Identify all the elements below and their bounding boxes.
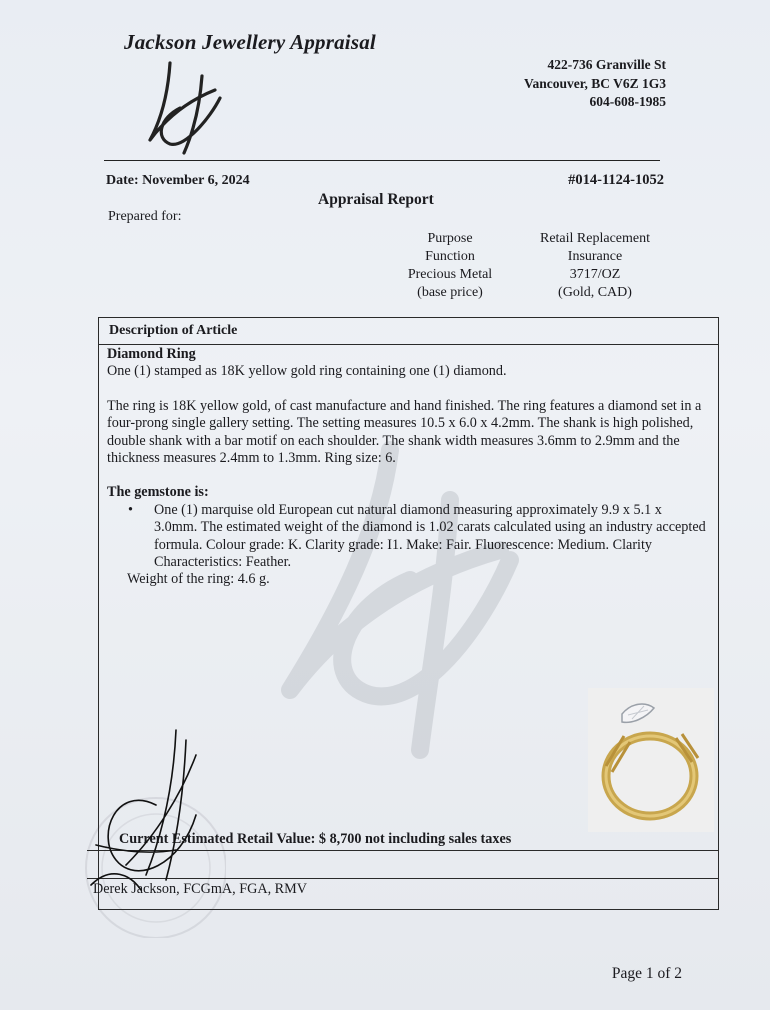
article-summary: One (1) stamped as 18K yellow gold ring containing one (1) diamond. bbox=[107, 363, 507, 380]
address-phone: 604-608-1985 bbox=[589, 94, 666, 109]
brand-name: Jackson Jewellery Appraisal bbox=[124, 30, 376, 54]
report-date: Date: November 6, 2024 bbox=[106, 173, 250, 188]
ring-photo bbox=[588, 688, 714, 832]
page-number: Page 1 of 2 bbox=[611, 965, 682, 982]
gemstone-item bbox=[107, 502, 707, 572]
details-values bbox=[528, 230, 662, 302]
detail-key-function: Function bbox=[425, 249, 475, 264]
appraiser-name: Derek Jackson, FCGmA, FGA, RMV bbox=[93, 881, 307, 897]
ring-image bbox=[588, 688, 714, 832]
detail-value-purpose: Retail Replacement bbox=[539, 231, 650, 246]
report-title: Appraisal Report bbox=[318, 191, 434, 208]
description-heading: Description of Article bbox=[109, 323, 238, 338]
address-line-2: Vancouver, BC V6Z 1G3 bbox=[523, 75, 666, 91]
prepared-for-label: Prepared for: bbox=[108, 209, 182, 224]
header-divider bbox=[104, 160, 660, 161]
gemstone-description: One (1) marquise old European cut natural diamond measuring approximately 9.9 x 5.1 x 3.0mm. The estimated weight of the diamond is 1.02 carats calculated using an industry accepted formula. Colour grade: K. Clarity grade: I1. Make: Fair. Fluorescence: Medium. Clarity Characteristics: Feather. bbox=[154, 501, 706, 571]
detail-key-purpose: Purpose bbox=[427, 231, 473, 246]
detail-value-base: (Gold, CAD) bbox=[558, 285, 632, 300]
address-line-1: 422-736 Granville St bbox=[547, 57, 666, 72]
signature bbox=[86, 725, 226, 895]
detail-key-base: (base price) bbox=[417, 285, 483, 300]
gemstone-heading: The gemstone is: bbox=[107, 484, 209, 501]
monogram-logo bbox=[140, 58, 240, 158]
retail-value: Current Estimated Retail Value: $ 8,700 not including sales taxes bbox=[119, 831, 512, 847]
report-number: #014-1124-1052 bbox=[568, 172, 664, 188]
article-name: Diamond Ring bbox=[107, 346, 196, 362]
detail-key-metal: Precious Metal bbox=[407, 267, 493, 282]
detail-value-function: Insurance bbox=[567, 249, 623, 264]
description-content bbox=[107, 346, 707, 589]
bullet-icon: • bbox=[128, 501, 133, 518]
article-description: The ring is 18K yellow gold, of cast manufacture and hand finished. The ring features a diamond set in a four-prong single gallery setting. The setting measures 10.5 x 6.0 x 4.2mm. The shank is high polished, double shank with a bar motif on each shoulder. The shank width measures 3.6mm to 2.9mm and the thickness measures 2.4mm to 1.3mm. Ring size: 6. bbox=[107, 397, 702, 467]
business-address bbox=[524, 56, 666, 112]
ring-weight: Weight of the ring: 4.6 g. bbox=[127, 571, 270, 588]
details-keys bbox=[395, 230, 505, 302]
description-header bbox=[99, 318, 718, 345]
detail-value-metal: 3717/OZ bbox=[569, 267, 621, 282]
